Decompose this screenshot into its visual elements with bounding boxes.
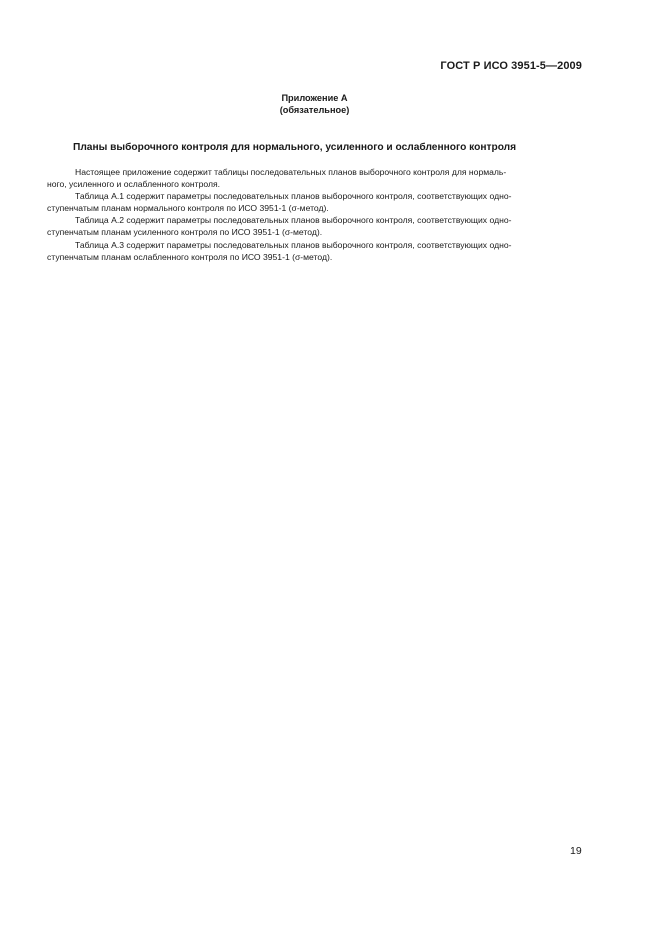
paragraph-line: Таблица А.3 содержит параметры последовательных планов выборочного контроля, соответствующих одно-	[75, 239, 512, 250]
paragraph	[47, 239, 587, 263]
document-code: ГОСТ Р ИСО 3951-5—2009	[440, 60, 582, 72]
appendix-status: (обязательное)	[279, 105, 350, 115]
paragraph	[47, 190, 587, 214]
appendix-title: Приложение А	[281, 93, 348, 103]
paragraph	[47, 166, 587, 190]
paragraph-line: ступенчатым планам усиленного контроля по ИСО 3951-1 (σ-метод).	[47, 227, 323, 238]
paragraph-line: ступенчатым планам нормального контроля по ИСО 3951-1 (σ-метод).	[47, 203, 329, 214]
body-text	[47, 166, 587, 263]
section-title: Планы выборочного контроля для нормального, усиленного и ослабленного контроля	[73, 142, 517, 153]
paragraph-line: Настоящее приложение содержит таблицы последовательных планов выборочного контроля для нормаль-	[75, 167, 507, 177]
paragraph	[47, 214, 587, 238]
paragraph-line: Таблица А.1 содержит параметры последовательных планов выборочного контроля, соответствующих одно-	[75, 191, 512, 202]
paragraph-line: Таблица А.2 содержит параметры последовательных планов выборочного контроля, соответствующих одно-	[75, 215, 512, 226]
paragraph-line: ного, усиленного и ослабленного контроля.	[47, 179, 221, 190]
paragraph-line: ступенчатым планам ослабленного контроля по ИСО 3951-1 (σ-метод).	[47, 251, 333, 262]
page-number: 19	[570, 845, 582, 857]
appendix-heading	[0, 92, 629, 116]
